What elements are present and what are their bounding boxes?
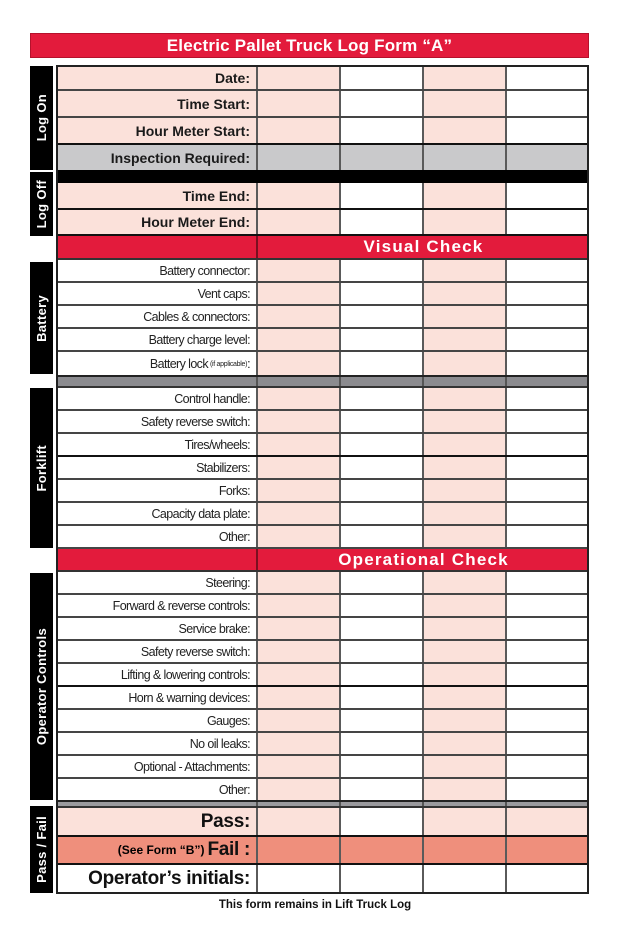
capacity-data-plate-cell-4[interactable]	[507, 503, 589, 524]
controls-other-cell-3[interactable]	[424, 779, 507, 801]
row-hour-meter-start	[56, 118, 589, 145]
gauges-label: Gauges:	[56, 710, 258, 731]
controls-other-cell-2[interactable]	[341, 779, 424, 801]
row-steering	[56, 572, 589, 595]
battery-lock-colon: :	[247, 357, 250, 371]
date-cell-3[interactable]	[424, 66, 507, 89]
sidebar-log-off-label: Log Off	[34, 179, 49, 229]
time-start-cell-3[interactable]	[424, 91, 507, 116]
inspection-required-cell-2[interactable]	[341, 145, 424, 170]
control-handle-cell-3[interactable]	[424, 388, 507, 409]
sidebar-battery	[30, 262, 53, 374]
date-label: Date:	[56, 66, 258, 89]
hour-meter-start-cell-4[interactable]	[507, 118, 589, 143]
battery-connector-cell-3[interactable]	[424, 260, 507, 281]
no-oil-leaks-cell-2[interactable]	[341, 733, 424, 754]
control-handle-label: Control handle:	[56, 388, 258, 409]
gauges-cell-3[interactable]	[424, 710, 507, 731]
horn-warning-devices-cell-2[interactable]	[341, 687, 424, 708]
inspection-required-cell-4[interactable]	[507, 145, 589, 170]
forward-reverse-controls-cell-2[interactable]	[341, 595, 424, 616]
horn-warning-devices-cell-4[interactable]	[507, 687, 589, 708]
tires-wheels-label: Tires/wheels:	[56, 434, 258, 455]
lifting-lowering-controls-cell-4[interactable]	[507, 664, 589, 685]
hour-meter-end-cell-4[interactable]	[507, 210, 589, 234]
log-off-divider	[56, 170, 589, 183]
battery-lock-cell-3[interactable]	[424, 352, 507, 376]
no-oil-leaks-cell-3[interactable]	[424, 733, 507, 754]
pass-fail-divider	[56, 800, 589, 808]
lifting-lowering-controls-label: Lifting & lowering controls:	[56, 664, 258, 685]
pass-label-cell	[56, 808, 258, 835]
row-stabilizers	[56, 457, 589, 480]
row-control-handle	[56, 388, 589, 411]
form-title: Electric Pallet Truck Log Form “A”	[30, 33, 589, 58]
no-oil-leaks-cell-1[interactable]	[258, 733, 341, 754]
row-optional-attachments	[56, 756, 589, 779]
battery-lock-cell-2[interactable]	[341, 352, 424, 376]
steering-cell-4[interactable]	[507, 572, 589, 593]
stabilizers-cell-4[interactable]	[507, 457, 589, 478]
row-safety-reverse-switch-forklift	[56, 411, 589, 434]
safety-reverse-switch-cell-3[interactable]	[424, 411, 507, 432]
service-brake-cell-3[interactable]	[424, 618, 507, 639]
sidebar-pass-fail	[30, 806, 53, 893]
fail-cell-4[interactable]	[507, 837, 589, 863]
row-time-end	[56, 183, 589, 210]
row-inspection-required	[56, 145, 589, 170]
fail-see-form-b-note: (See Form “B”)	[117, 843, 205, 857]
row-battery-charge-level	[56, 329, 589, 352]
control-handle-cell-2[interactable]	[341, 388, 424, 409]
row-lifting-lowering-controls	[56, 664, 589, 687]
row-time-start	[56, 91, 589, 118]
tires-wheels-cell-1[interactable]	[258, 434, 341, 455]
sidebar-operator-controls-label: Operator Controls	[34, 627, 49, 746]
capacity-data-plate-label: Capacity data plate:	[56, 503, 258, 524]
battery-charge-level-label: Battery charge level:	[56, 329, 258, 350]
battery-charge-level-cell-3[interactable]	[424, 329, 507, 350]
battery-lock-text: Battery lock	[149, 357, 208, 371]
forks-cell-3[interactable]	[424, 480, 507, 501]
controls-safety-reverse-switch-cell-1[interactable]	[258, 641, 341, 662]
battery-connector-cell-2[interactable]	[341, 260, 424, 281]
forklift-other-cell-3[interactable]	[424, 526, 507, 547]
battery-charge-level-cell-4[interactable]	[507, 329, 589, 350]
fail-cell-1[interactable]	[258, 837, 341, 863]
row-forklift-other	[56, 526, 589, 549]
forks-cell-4[interactable]	[507, 480, 589, 501]
safety-reverse-switch-label: Safety reverse switch:	[56, 411, 258, 432]
forklift-other-cell-2[interactable]	[341, 526, 424, 547]
battery-lock-cell-1[interactable]	[258, 352, 341, 376]
time-end-cell-1[interactable]	[258, 183, 341, 208]
capacity-data-plate-cell-1[interactable]	[258, 503, 341, 524]
optional-attachments-cell-2[interactable]	[341, 756, 424, 777]
stabilizers-cell-2[interactable]	[341, 457, 424, 478]
steering-label: Steering:	[56, 572, 258, 593]
gauges-cell-1[interactable]	[258, 710, 341, 731]
forks-cell-2[interactable]	[341, 480, 424, 501]
row-service-brake	[56, 618, 589, 641]
horn-warning-devices-cell-1[interactable]	[258, 687, 341, 708]
time-end-cell-4[interactable]	[507, 183, 589, 208]
optional-attachments-label: Optional - Attachments:	[56, 756, 258, 777]
date-cell-1[interactable]	[258, 66, 341, 89]
row-tires-wheels	[56, 434, 589, 457]
pass-label: Pass:	[200, 810, 250, 832]
pass-cell-2[interactable]	[341, 808, 424, 835]
battery-forklift-divider	[56, 375, 589, 388]
row-controls-other	[56, 779, 589, 801]
battery-charge-level-cell-2[interactable]	[341, 329, 424, 350]
hour-meter-end-label: Hour Meter End:	[56, 210, 258, 234]
row-battery-connector	[56, 260, 589, 283]
row-cables-connectors	[56, 306, 589, 329]
sidebar-forklift-label: Forklift	[34, 444, 49, 492]
date-cell-4[interactable]	[507, 66, 589, 89]
controls-safety-reverse-switch-cell-3[interactable]	[424, 641, 507, 662]
cables-connectors-cell-2[interactable]	[341, 306, 424, 327]
steering-cell-3[interactable]	[424, 572, 507, 593]
row-battery-lock	[56, 352, 589, 376]
hour-meter-start-cell-3[interactable]	[424, 118, 507, 143]
time-start-cell-1[interactable]	[258, 91, 341, 116]
sidebar-pass-fail-label: Pass / Fail	[34, 816, 49, 883]
operational-check-spacer	[56, 549, 258, 570]
tires-wheels-cell-2[interactable]	[341, 434, 424, 455]
date-cell-2[interactable]	[341, 66, 424, 89]
visual-check-spacer	[56, 236, 258, 258]
controls-other-cell-1[interactable]	[258, 779, 341, 801]
operational-check-heading: Operational Check	[338, 549, 509, 569]
cables-connectors-cell-4[interactable]	[507, 306, 589, 327]
no-oil-leaks-label: No oil leaks:	[56, 733, 258, 754]
row-safety-reverse-switch-controls	[56, 641, 589, 664]
controls-safety-reverse-switch-cell-2[interactable]	[341, 641, 424, 662]
time-end-label: Time End:	[56, 183, 258, 208]
fail-cell-2[interactable]	[341, 837, 424, 863]
hour-meter-start-cell-1[interactable]	[258, 118, 341, 143]
forward-reverse-controls-cell-4[interactable]	[507, 595, 589, 616]
cables-connectors-label: Cables & connectors:	[56, 306, 258, 327]
operational-check-header	[56, 549, 589, 572]
cables-connectors-cell-1[interactable]	[258, 306, 341, 327]
inspection-required-cell-3[interactable]	[424, 145, 507, 170]
optional-attachments-cell-1[interactable]	[258, 756, 341, 777]
hour-meter-start-cell-2[interactable]	[341, 118, 424, 143]
fail-label: Fail :	[207, 839, 250, 860]
time-start-label: Time Start:	[56, 91, 258, 116]
stabilizers-cell-1[interactable]	[258, 457, 341, 478]
operator-initials-label: Operator’s initials:	[88, 868, 250, 889]
controls-safety-reverse-switch-label: Safety reverse switch:	[56, 641, 258, 662]
capacity-data-plate-cell-2[interactable]	[341, 503, 424, 524]
battery-connector-cell-1[interactable]	[258, 260, 341, 281]
vent-caps-cell-4[interactable]	[507, 283, 589, 304]
forward-reverse-controls-label: Forward & reverse controls:	[56, 595, 258, 616]
vent-caps-cell-1[interactable]	[258, 283, 341, 304]
forks-label: Forks:	[56, 480, 258, 501]
hour-meter-end-cell-2[interactable]	[341, 210, 424, 234]
tires-wheels-cell-4[interactable]	[507, 434, 589, 455]
operator-initials-label-cell	[56, 865, 258, 893]
hour-meter-start-label: Hour Meter Start:	[56, 118, 258, 143]
sidebar-log-off	[30, 172, 53, 236]
row-forward-reverse-controls	[56, 595, 589, 618]
cables-connectors-cell-3[interactable]	[424, 306, 507, 327]
pass-cell-1[interactable]	[258, 808, 341, 835]
lifting-lowering-controls-cell-2[interactable]	[341, 664, 424, 685]
stabilizers-cell-3[interactable]	[424, 457, 507, 478]
sidebar-battery-label: Battery	[34, 294, 49, 342]
control-handle-cell-4[interactable]	[507, 388, 589, 409]
forklift-other-cell-1[interactable]	[258, 526, 341, 547]
row-fail	[56, 837, 589, 865]
control-handle-cell-1[interactable]	[258, 388, 341, 409]
row-date	[56, 66, 589, 91]
forklift-other-cell-4[interactable]	[507, 526, 589, 547]
time-end-cell-2[interactable]	[341, 183, 424, 208]
horn-warning-devices-label: Horn & warning devices:	[56, 687, 258, 708]
tires-wheels-cell-3[interactable]	[424, 434, 507, 455]
controls-other-label: Other:	[56, 779, 258, 801]
forward-reverse-controls-cell-1[interactable]	[258, 595, 341, 616]
vent-caps-cell-3[interactable]	[424, 283, 507, 304]
controls-safety-reverse-switch-cell-4[interactable]	[507, 641, 589, 662]
vent-caps-cell-2[interactable]	[341, 283, 424, 304]
battery-lock-cell-4[interactable]	[507, 352, 589, 376]
time-end-cell-3[interactable]	[424, 183, 507, 208]
safety-reverse-switch-cell-2[interactable]	[341, 411, 424, 432]
time-start-cell-2[interactable]	[341, 91, 424, 116]
row-horn-warning-devices	[56, 687, 589, 710]
capacity-data-plate-cell-3[interactable]	[424, 503, 507, 524]
fail-cell-3[interactable]	[424, 837, 507, 863]
pass-cell-4[interactable]	[507, 808, 589, 835]
battery-lock-note: (if applicable)	[209, 360, 248, 368]
service-brake-label: Service brake:	[56, 618, 258, 639]
horn-warning-devices-cell-3[interactable]	[424, 687, 507, 708]
battery-connector-cell-4[interactable]	[507, 260, 589, 281]
pass-cell-3[interactable]	[424, 808, 507, 835]
operator-initials-cell-1[interactable]	[258, 865, 341, 893]
hour-meter-end-cell-3[interactable]	[424, 210, 507, 234]
service-brake-cell-1[interactable]	[258, 618, 341, 639]
sidebar-forklift	[30, 388, 53, 548]
vent-caps-label: Vent caps:	[56, 283, 258, 304]
row-no-oil-leaks	[56, 733, 589, 756]
safety-reverse-switch-cell-1[interactable]	[258, 411, 341, 432]
fail-label-cell	[56, 837, 258, 863]
no-oil-leaks-cell-4[interactable]	[507, 733, 589, 754]
forward-reverse-controls-cell-3[interactable]	[424, 595, 507, 616]
row-hour-meter-end	[56, 210, 589, 236]
operator-initials-cell-4[interactable]	[507, 865, 589, 893]
visual-check-header	[56, 236, 589, 260]
steering-cell-1[interactable]	[258, 572, 341, 593]
gauges-cell-4[interactable]	[507, 710, 589, 731]
optional-attachments-cell-3[interactable]	[424, 756, 507, 777]
service-brake-cell-4[interactable]	[507, 618, 589, 639]
hour-meter-end-cell-1[interactable]	[258, 210, 341, 234]
gauges-cell-2[interactable]	[341, 710, 424, 731]
sidebar-log-on	[30, 66, 53, 170]
operator-initials-cell-2[interactable]	[341, 865, 424, 893]
controls-other-cell-4[interactable]	[507, 779, 589, 801]
operator-initials-cell-3[interactable]	[424, 865, 507, 893]
inspection-required-cell-1[interactable]	[258, 145, 341, 170]
optional-attachments-cell-4[interactable]	[507, 756, 589, 777]
row-operator-initials	[56, 865, 589, 893]
sidebar-log-on-label: Log On	[34, 94, 49, 142]
steering-cell-2[interactable]	[341, 572, 424, 593]
footer-note: This form remains in Lift Truck Log	[218, 899, 412, 911]
safety-reverse-switch-cell-4[interactable]	[507, 411, 589, 432]
forklift-other-label: Other:	[56, 526, 258, 547]
row-pass	[56, 808, 589, 837]
row-vent-caps	[56, 283, 589, 306]
sidebar-operator-controls	[30, 573, 53, 800]
lifting-lowering-controls-cell-3[interactable]	[424, 664, 507, 685]
battery-lock-label	[56, 352, 258, 376]
battery-charge-level-cell-1[interactable]	[258, 329, 341, 350]
visual-check-heading: Visual Check	[363, 237, 484, 256]
row-capacity-data-plate	[56, 503, 589, 526]
time-start-cell-4[interactable]	[507, 91, 589, 116]
forks-cell-1[interactable]	[258, 480, 341, 501]
service-brake-cell-2[interactable]	[341, 618, 424, 639]
row-forks	[56, 480, 589, 503]
stabilizers-label: Stabilizers:	[56, 457, 258, 478]
lifting-lowering-controls-cell-1[interactable]	[258, 664, 341, 685]
battery-connector-label: Battery connector:	[56, 260, 258, 281]
row-gauges	[56, 710, 589, 733]
inspection-required-label: Inspection Required:	[56, 145, 258, 170]
